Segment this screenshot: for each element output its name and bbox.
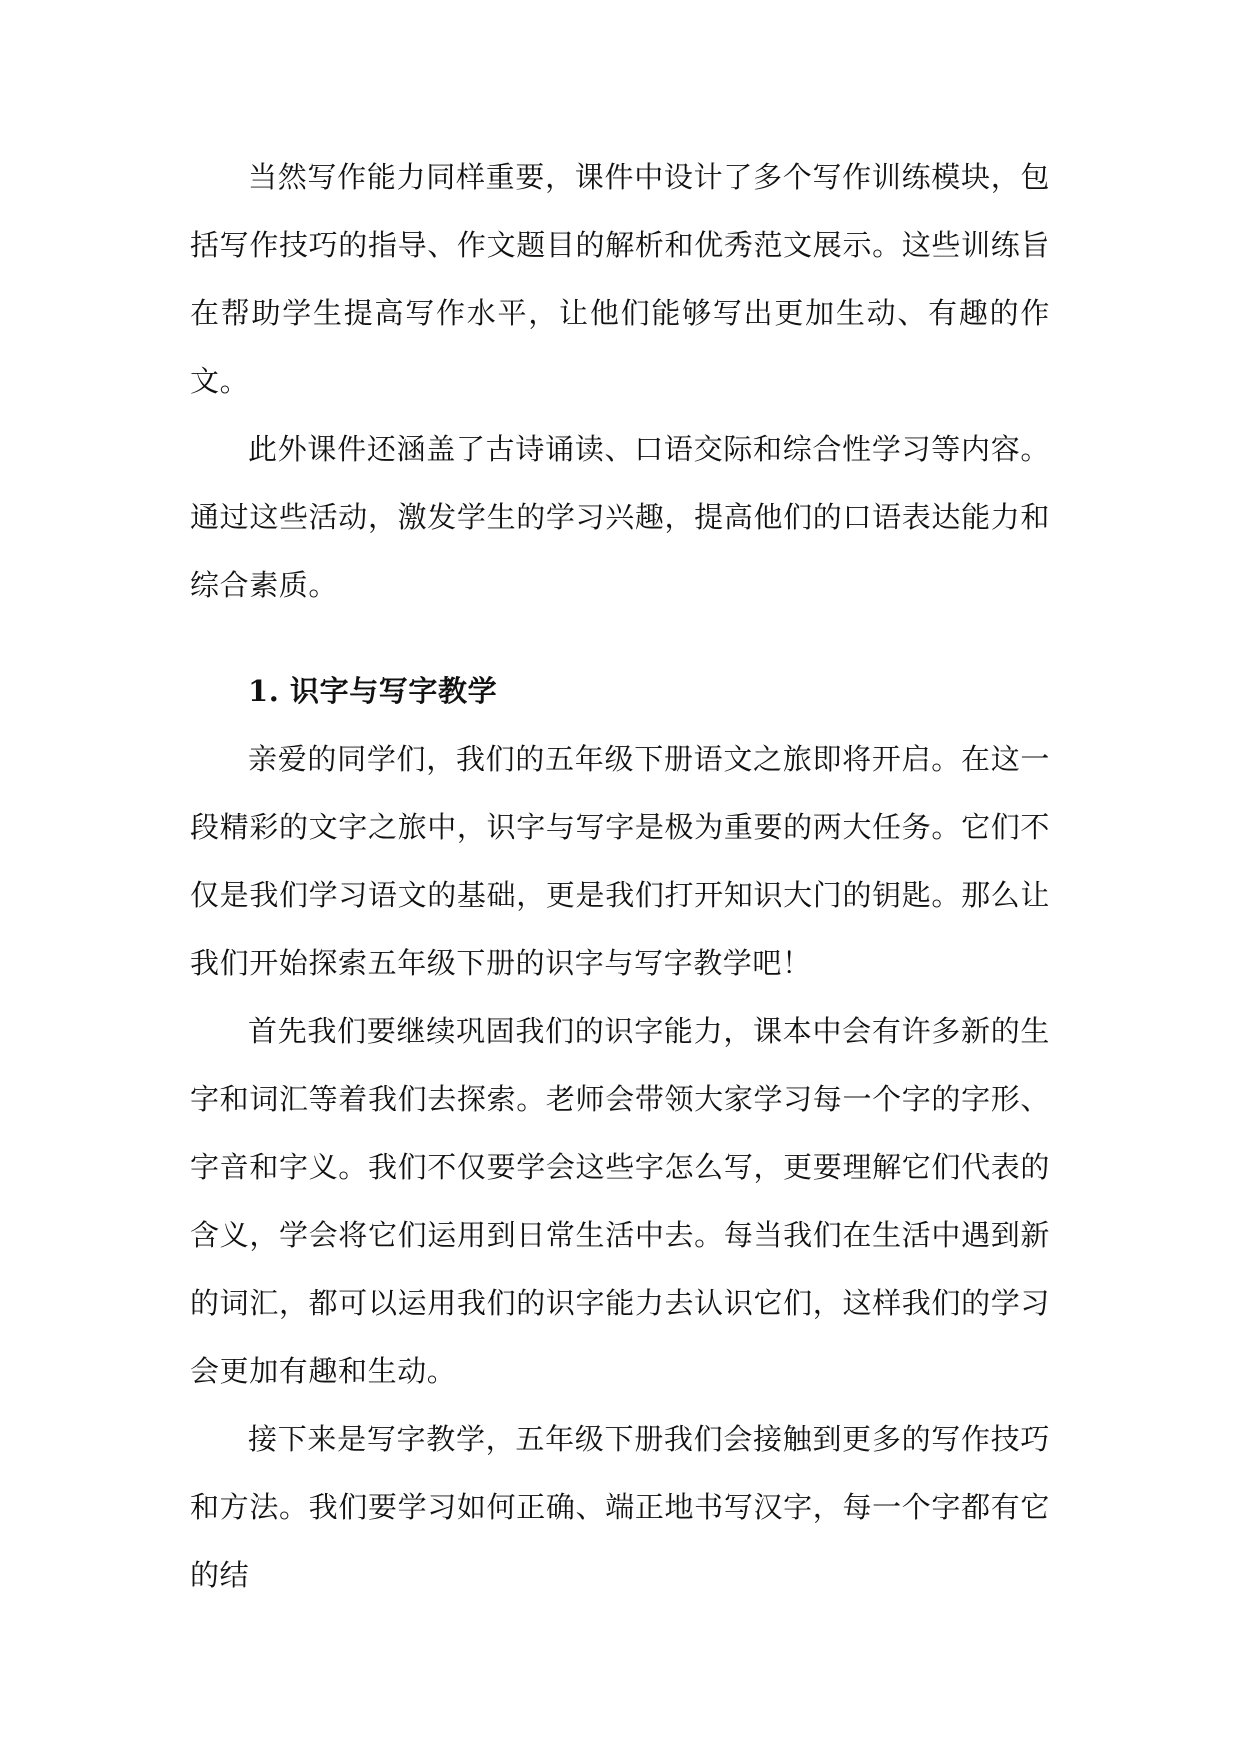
document-body [190,143,1050,1609]
paragraph-writing-ability: 当然写作能力同样重要，课件中设计了多个写作训练模块，包括写作技巧的指导、作文题目的解析和优秀范文展示。这些训练旨在帮助学生提高写作水平，让他们能够写出更加生动、有趣的作文。 [190,160,1050,398]
section-title: 识字与写字教学 [290,674,498,708]
paragraph-literacy: 首先我们要继续巩固我们的识字能力，课本中会有许多新的生字和词汇等着我们去探索。老师会带领大家学习每一个字的字形、字音和字义。我们不仅要学会这些字怎么写，更要理解它们代表的含义，学会将它们运用到日常生活中去。每当我们在生活中遇到新的词汇，都可以运用我们的识字能力去认识它们，这样我们的学习会更加有趣和生动。 [190,1014,1050,1388]
section-heading [190,657,1050,725]
paragraph-intro: 亲爱的同学们，我们的五年级下册语文之旅即将开启。在这一段精彩的文字之旅中，识字与写字是极为重要的两大任务。它们不仅是我们学习语文的基础，更是我们打开知识大门的钥匙。那么让我们开始探索五年级下册的识字与写字教学吧！ [190,742,1050,980]
paragraph-other-content: 此外课件还涵盖了古诗诵读、口语交际和综合性学习等内容。通过这些活动，激发学生的学习兴趣，提高他们的口语表达能力和综合素质。 [190,432,1050,602]
section-number: 1. [248,674,280,708]
paragraph-writing-teaching: 接下来是写字教学，五年级下册我们会接触到更多的写作技巧和方法。我们要学习如何正确、端正地书写汉字，每一个字都有它的结 [190,1422,1050,1592]
